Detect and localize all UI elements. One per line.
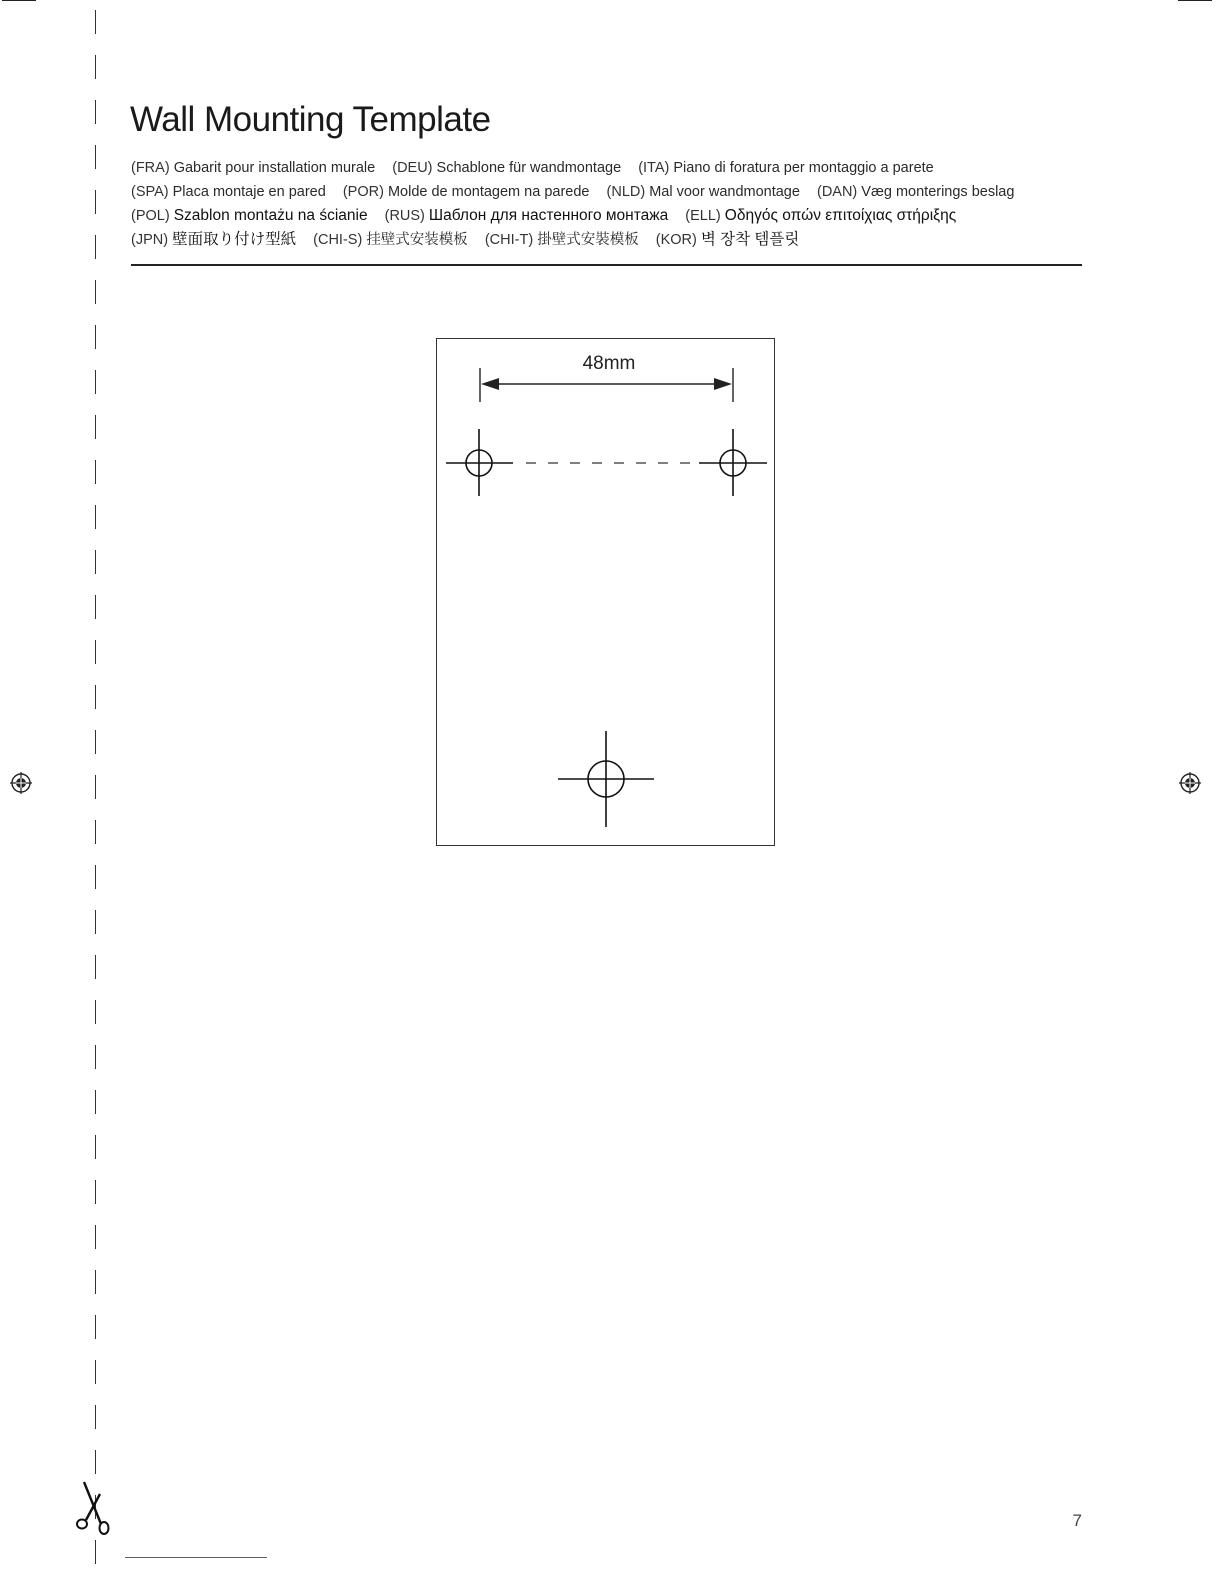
language-code: (DEU): [392, 160, 433, 176]
language-text: Piano di foratura per montaggio a parete: [673, 160, 934, 176]
hole-marker-top-right: [699, 429, 767, 496]
language-text: Schablone für wandmontage: [436, 160, 622, 176]
language-text: Placa montaje en pared: [172, 184, 326, 200]
language-code: (ITA): [638, 160, 670, 176]
page-title: Wall Mounting Template: [130, 100, 491, 139]
language-code: (DAN): [816, 184, 858, 200]
language-code: (POR): [342, 184, 384, 200]
language-text: 掛壁式安裝模板: [537, 232, 639, 248]
hole-marker-bottom: [558, 731, 654, 827]
language-code: (JPN): [131, 232, 169, 248]
language-text: Szablon montażu na ścianie: [173, 207, 368, 224]
language-text: Molde de montagem na parede: [387, 184, 590, 200]
language-text: Mal voor wandmontage: [649, 184, 800, 200]
footer-underline: [125, 1557, 267, 1558]
page-number: 7: [1072, 1511, 1082, 1530]
language-text: Gabarit pour installation murale: [173, 160, 376, 176]
language-text: Οδηγός οπών επιτοίχιας στήριξης: [724, 207, 957, 224]
language-text: Шаблон для настенного монтажа: [428, 207, 669, 224]
hole-marker-top-left: [446, 429, 513, 496]
language-code: (KOR): [655, 232, 697, 248]
language-code: (FRA): [131, 160, 170, 176]
language-text: Væg monterings beslag: [861, 184, 1015, 200]
language-code: (RUS): [384, 208, 425, 224]
language-text: 벽 장착 템플릿: [700, 231, 800, 248]
language-code: (CHI-T): [484, 232, 534, 248]
language-code: (ELL): [685, 208, 721, 224]
language-text: 壁面取り付け型紙: [172, 231, 297, 248]
language-code: (NLD): [606, 184, 646, 200]
dimension-label: 48mm: [582, 353, 636, 374]
language-code: (CHI-S): [313, 232, 363, 248]
language-code: (POL): [131, 208, 170, 224]
language-text: 挂壁式安装模板: [366, 232, 468, 248]
language-code: (SPA): [131, 184, 169, 200]
